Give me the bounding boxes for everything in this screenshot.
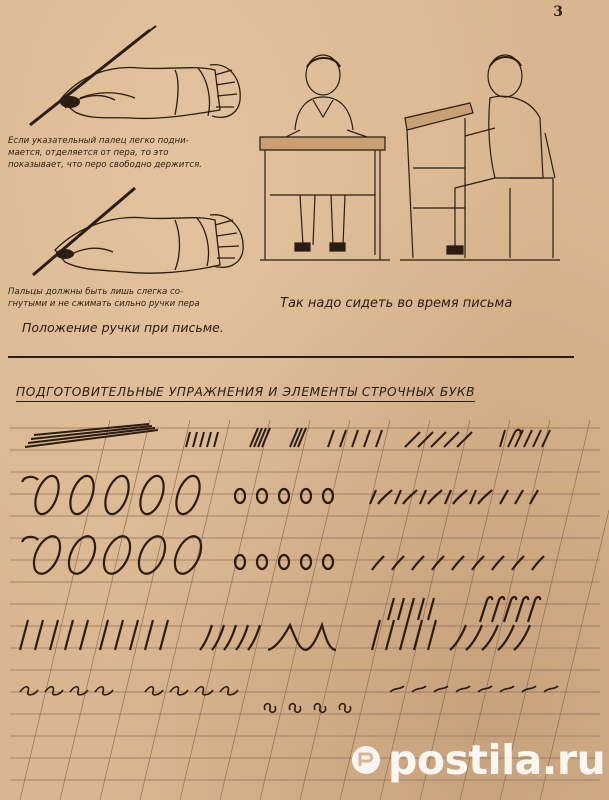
caption-pen-hold-1: Если указательный палец легко подни- мается, отделяется от пера, то это показывает, что перо свободно держится. — [8, 136, 202, 170]
watermark-text: postila.ru — [388, 736, 606, 784]
page-number: 3 — [553, 4, 563, 20]
boy-at-desk-front-illustration — [255, 45, 395, 270]
boy-at-desk-side-illustration — [395, 48, 565, 270]
hand-pen-illustration-bottom — [25, 180, 255, 285]
divider-line — [8, 356, 574, 358]
row-1-strokes — [25, 424, 550, 447]
caption-pen-hold-2: Пальцы должны быть лишь слегка со- гнутыми и не сжимать сильно ручки пера — [8, 287, 200, 309]
watermark-logo-icon — [350, 744, 382, 776]
pen-position-title: Положение ручки при письме. — [22, 320, 224, 335]
section-title: ПОДГОТОВИТЕЛЬНЫЕ УПРАЖНЕНИЯ И ЭЛЕМЕНТЫ СТРОЧНЫХ БУКВ — [16, 385, 576, 399]
sitting-posture-title: Так надо сидеть во время письма — [280, 296, 513, 311]
hand-pen-illustration-top — [20, 20, 250, 135]
